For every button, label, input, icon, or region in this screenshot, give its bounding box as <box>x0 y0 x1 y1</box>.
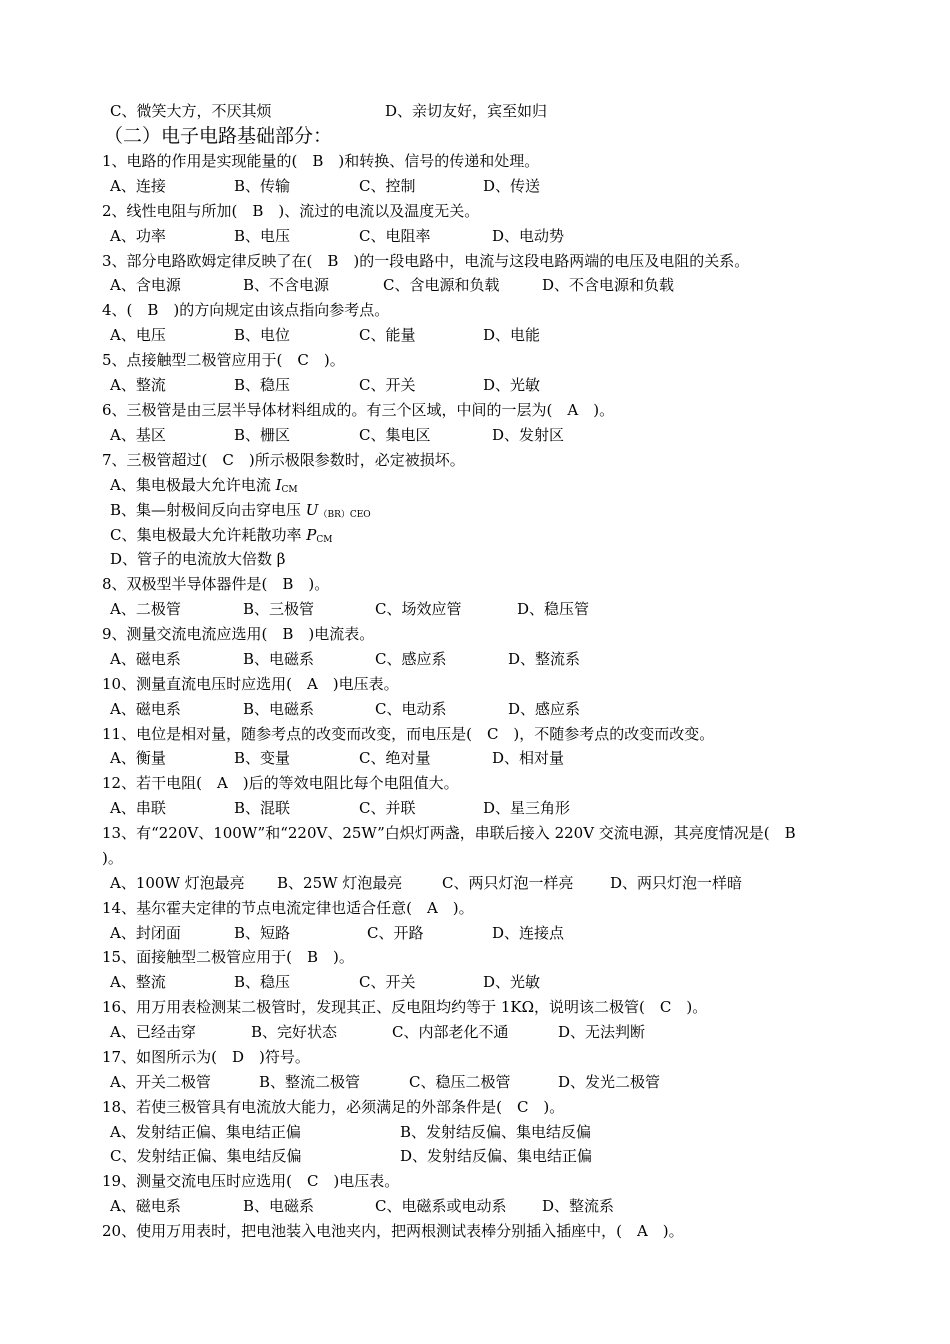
option-d: D、稳压管 <box>517 600 590 618</box>
question-8: 8、双极型半导体器件是( B )。 <box>102 575 330 593</box>
option-c: C、场效应管 <box>375 600 462 618</box>
option-a: A、含电源 <box>110 276 181 294</box>
prev-option-c: C、微笑大方，不厌其烦 <box>110 102 272 120</box>
question-4: 4、( B )的方向规定由该点指向参考点。 <box>102 301 390 319</box>
question-5: 5、点接触型二极管应用于( C )。 <box>102 351 345 369</box>
option-b: B、稳压 <box>234 973 291 991</box>
option-d: D、光敏 <box>483 376 541 394</box>
option-a: A、100W 灯泡最亮 <box>110 874 245 892</box>
question-17: 17、如图所示为( D )符号。 <box>102 1048 310 1066</box>
option-a: A、连接 <box>110 177 166 195</box>
option-a: A、磁电系 <box>110 1197 181 1215</box>
option-a: A、整流 <box>110 973 166 991</box>
option-b: B、电磁系 <box>243 1197 315 1215</box>
option-b: B、完好状态 <box>251 1023 338 1041</box>
option-d: D、电能 <box>483 326 541 344</box>
option-d: D、传送 <box>483 177 541 195</box>
option-b: B、混联 <box>234 799 291 817</box>
question-13: 13、有“220V、100W”和“220V、25W”白炽灯两盏，串联后接入 220V 交流电源，其亮度情况是( B <box>102 824 796 842</box>
option-d: D、星三角形 <box>483 799 571 817</box>
option-a: A、基区 <box>110 426 166 444</box>
option-b: B、电磁系 <box>243 650 315 668</box>
option-c: C、含电源和负载 <box>383 276 500 294</box>
option-c: C、能量 <box>359 326 416 344</box>
option-d: D、连接点 <box>492 924 565 942</box>
question-7-option-d: D、管子的电流放大倍数 β <box>110 550 286 568</box>
option-a: A、二极管 <box>110 600 181 618</box>
question-14: 14、基尔霍夫定律的节点电流定律也适合任意( A )。 <box>102 899 474 917</box>
option-b: B、25W 灯泡最亮 <box>277 874 403 892</box>
question-19: 19、测量交流电压时应选用( C )电压表。 <box>102 1172 400 1190</box>
question-12: 12、若干电阻( A )后的等效电阻比每个电阻值大。 <box>102 774 459 792</box>
question-7-option-b: B、集—射极间反向击穿电压 $U_{(BR)CEO}$ <box>110 501 371 520</box>
question-18: 18、若使三极管具有电流放大能力，必须满足的外部条件是( C )。 <box>102 1098 565 1116</box>
option-c: C、控制 <box>359 177 416 195</box>
question-1: 1、电路的作用是实现能量的( B )和转换、信号的传递和处理。 <box>102 152 540 170</box>
option-a: A、开关二极管 <box>110 1073 211 1091</box>
option-b: B、栅区 <box>234 426 291 444</box>
option-c: C、开路 <box>367 924 424 942</box>
option-b: B、整流二极管 <box>259 1073 361 1091</box>
section-title: （二）电子电路基础部分： <box>104 125 333 147</box>
question-10: 10、测量直流电压时应选用( A )电压表。 <box>102 675 399 693</box>
option-b: B、发射结反偏、集电结反偏 <box>400 1123 592 1141</box>
option-d: D、发射区 <box>492 426 565 444</box>
question-11: 11、电位是相对量，随参考点的改变而改变，而电压是( C )，不随参考点的改变而改变。 <box>102 725 715 743</box>
option-d: D、电动势 <box>492 227 565 245</box>
option-c: C、并联 <box>359 799 416 817</box>
option-d: D、两只灯泡一样暗 <box>610 874 743 892</box>
option-d: D、整流系 <box>542 1197 615 1215</box>
question-6: 6、三极管是由三层半导体材料组成的。有三个区域，中间的一层为( A )。 <box>102 401 615 419</box>
question-7-option-c: C、集电极最大允许耗散功率 $P_{CM}$ <box>110 526 333 545</box>
option-d: D、感应系 <box>508 700 581 718</box>
option-d: D、光敏 <box>483 973 541 991</box>
question-7-option-a: A、集电极最大允许电流 $I_{CM}$ <box>110 476 298 495</box>
option-d: D、相对量 <box>492 749 565 767</box>
option-c: C、电阻率 <box>359 227 431 245</box>
option-d: D、无法判断 <box>558 1023 646 1041</box>
question-2: 2、线性电阻与所加( B )、流过的电流以及温度无关。 <box>102 202 480 220</box>
option-c: C、感应系 <box>375 650 447 668</box>
option-c: C、开关 <box>359 973 416 991</box>
option-b: B、传输 <box>234 177 291 195</box>
option-a: A、发射结正偏、集电结正偏 <box>110 1123 301 1141</box>
question-15: 15、面接触型二极管应用于( B )。 <box>102 948 354 966</box>
prev-option-d: D、亲切友好，宾至如归 <box>385 102 548 120</box>
option-b: B、短路 <box>234 924 291 942</box>
option-c: C、开关 <box>359 376 416 394</box>
option-d: D、发光二极管 <box>558 1073 661 1091</box>
option-a: A、磁电系 <box>110 700 181 718</box>
option-a: A、已经击穿 <box>110 1023 196 1041</box>
option-b: B、三极管 <box>243 600 315 618</box>
option-b: B、稳压 <box>234 376 291 394</box>
option-d: D、整流系 <box>508 650 581 668</box>
option-c: C、两只灯泡一样亮 <box>442 874 574 892</box>
option-b: B、不含电源 <box>243 276 330 294</box>
option-c: C、内部老化不通 <box>392 1023 509 1041</box>
option-c: C、发射结正偏、集电结反偏 <box>110 1147 302 1165</box>
option-d: D、不含电源和负载 <box>542 276 675 294</box>
question-3: 3、部分电路欧姆定律反映了在( B )的一段电路中，电流与这段电路两端的电压及电阻的关系。 <box>102 252 750 270</box>
question-16: 16、用万用表检测某二极管时，发现其正、反电阻均约等于 1KΩ，说明该二极管( C )。 <box>102 998 708 1016</box>
option-a: A、整流 <box>110 376 166 394</box>
option-b: B、电磁系 <box>243 700 315 718</box>
question-13-cont: )。 <box>102 849 123 867</box>
option-b: B、电压 <box>234 227 291 245</box>
option-a: A、衡量 <box>110 749 166 767</box>
option-a: A、串联 <box>110 799 166 817</box>
option-c: C、电动系 <box>375 700 447 718</box>
option-c: C、绝对量 <box>359 749 431 767</box>
option-d: D、发射结反偏、集电结正偏 <box>400 1147 593 1165</box>
option-c: C、集电区 <box>359 426 431 444</box>
option-a: A、磁电系 <box>110 650 181 668</box>
question-20: 20、使用万用表时，把电池装入电池夹内，把两根测试表棒分别插入插座中，( A )。 <box>102 1222 684 1240</box>
question-9: 9、测量交流电流应选用( B )电流表。 <box>102 625 375 643</box>
option-c: C、电磁系或电动系 <box>375 1197 507 1215</box>
option-a: A、电压 <box>110 326 166 344</box>
option-b: B、变量 <box>234 749 291 767</box>
question-7: 7、三极管超过( C )所示极限参数时，必定被损坏。 <box>102 451 465 469</box>
option-b: B、电位 <box>234 326 291 344</box>
option-c: C、稳压二极管 <box>409 1073 511 1091</box>
option-a: A、封闭面 <box>110 924 181 942</box>
option-a: A、功率 <box>110 227 166 245</box>
